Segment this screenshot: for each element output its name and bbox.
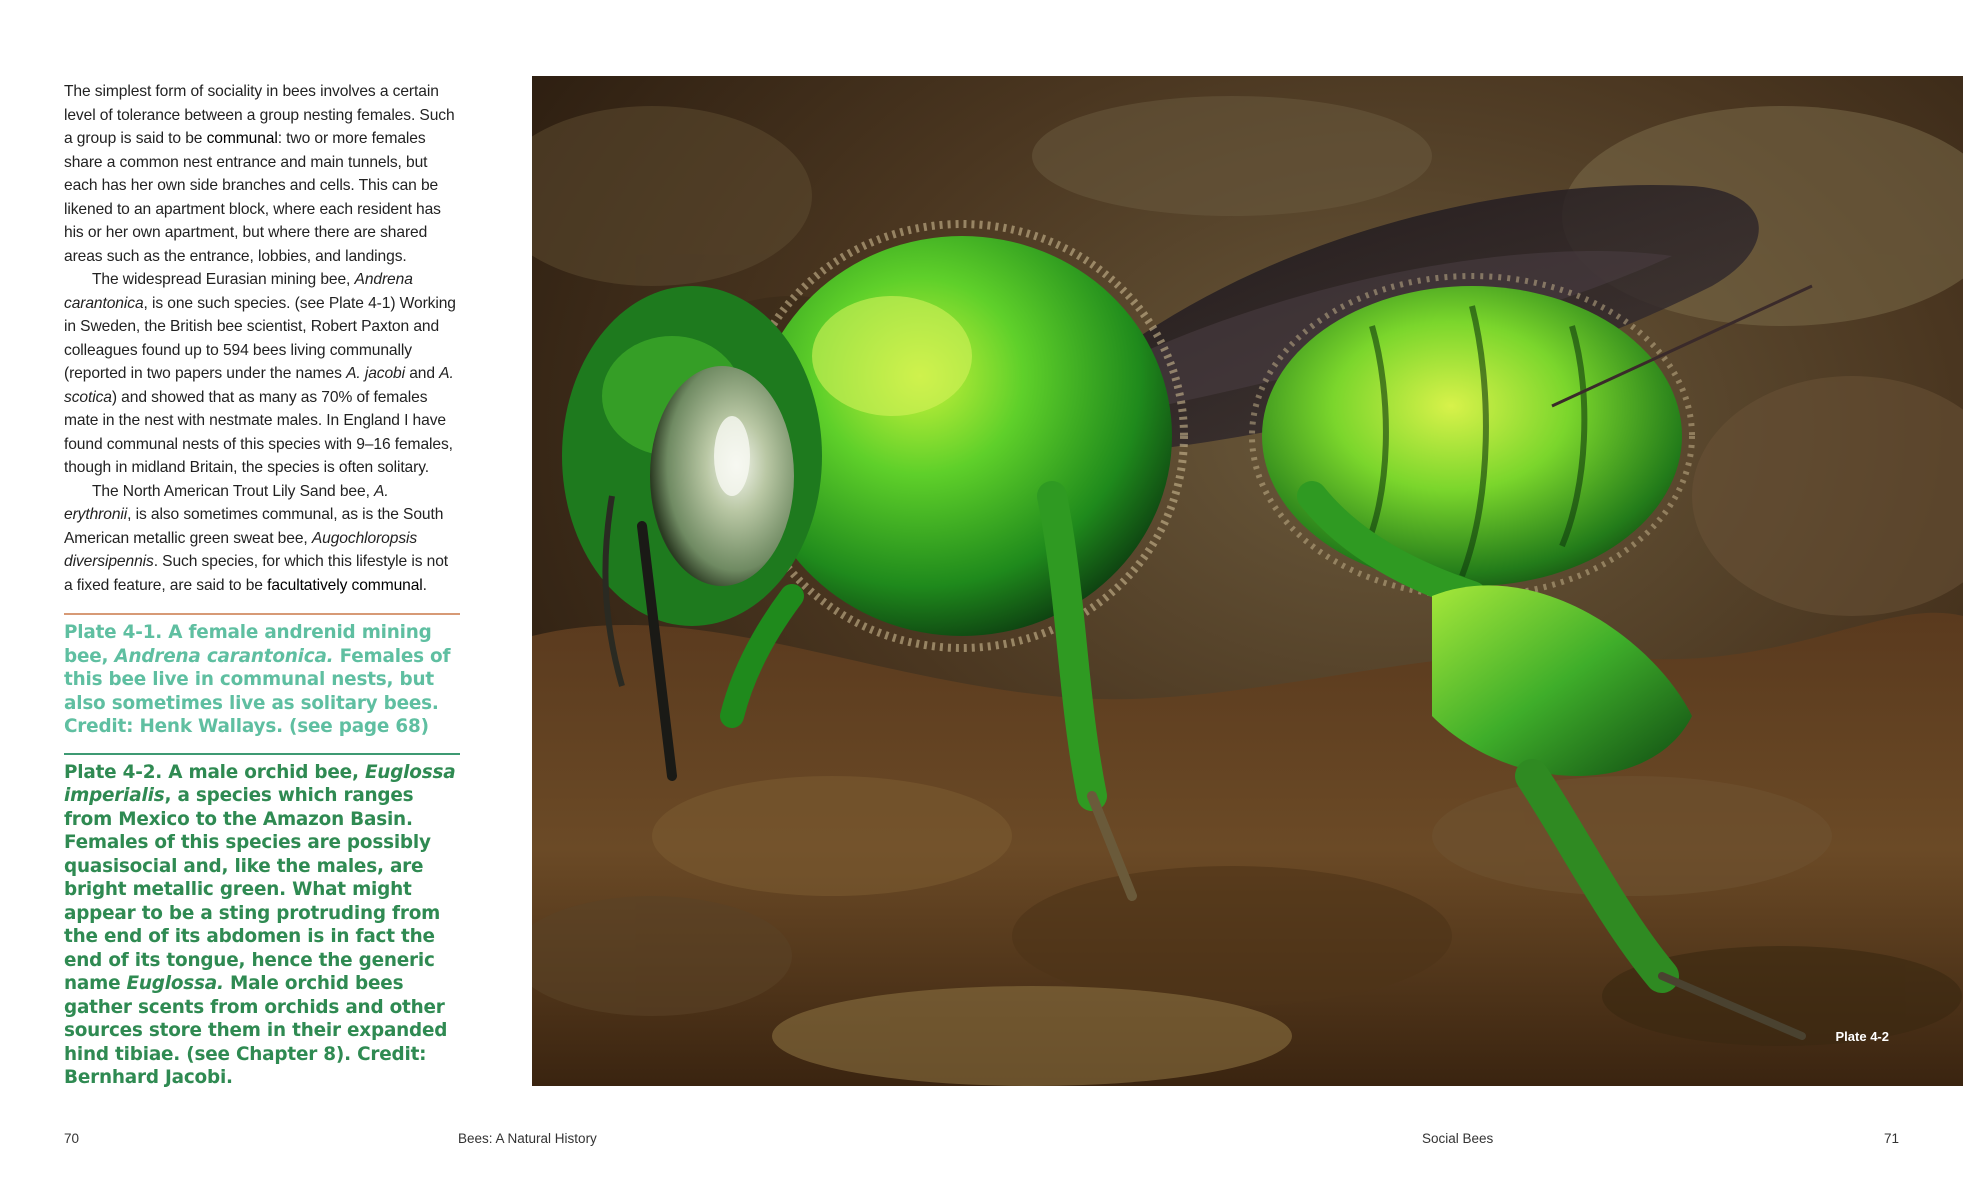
term-facultatively-communal: facultatively communal bbox=[267, 576, 423, 594]
caption-divider bbox=[64, 753, 460, 755]
orchid-bee-illustration bbox=[532, 76, 1963, 1086]
species-name: Augochloropsis diversipennis bbox=[64, 529, 418, 570]
orchid-bee-photo bbox=[532, 76, 1963, 1086]
species-name: A. scotica bbox=[64, 365, 454, 406]
running-head-chapter-title: Social Bees bbox=[1422, 1131, 1494, 1146]
caption-plate-4-1: Plate 4-1. A female andrenid mining bee, Andrena carantonica. Females of this bee live in communal nests, but also sometimes live as solitary bees. Credit: Henk Wallays. (see page 68) bbox=[64, 622, 451, 737]
page-number-left: 70 bbox=[64, 1131, 80, 1146]
species-name: A. jacobi bbox=[346, 365, 405, 382]
species-name: A. erythronii bbox=[64, 482, 389, 523]
page-number-right: 71 bbox=[1884, 1131, 1900, 1146]
species-name: Euglossa imperialis bbox=[64, 761, 456, 806]
running-head-book-title: Bees: A Natural History bbox=[458, 1131, 597, 1146]
paragraph-2: The widespread Eurasian mining bee, Andrena carantonica, is one such species. (see Plate 4-1) Working in Sweden, the British bee scientist, Robert Paxton and colleagues found up to 594 bees living communally (reported in two papers under the names A. jacobi and A. scotica) and showed that as many as 70% of females mate in the nest with nestmate males. In England I have found communal nests of this species with 9–16 females, though in midland Britain, the species is often solitary. bbox=[64, 271, 456, 476]
caption-plate-4-2: Plate 4-2. A male orchid bee, Euglossa imperialis, a species which ranges from Mexico to the Amazon Basin. Females of this species are possibly quasisocial and, like the males, are bright metallic green. What might appear to be a sting protruding from the end of its abdomen is in fact the end of its tongue, hence the generic name Euglossa. Male orchid bees gather scents from orchids and other sources store them in their expanded hind tibiae. (see Chapter 8). Credit: Bernhard Jacobi. bbox=[64, 761, 456, 1088]
species-name: Andrena carantonica bbox=[64, 271, 413, 312]
left-text-column bbox=[64, 80, 460, 1090]
species-name: Andrena carantonica. bbox=[114, 645, 334, 667]
paragraph-1: The simplest form of sociality in bees involves a certain level of tolerance between a group nesting females. Such a group is said to be communal: two or more females share a common nest entrance and main tunnels, but each has her own side branches and cells. This can be likened to an apartment block, where each resident has his or her own apartment, but where there are shared areas such as the entrance, lobbies, and landings. bbox=[64, 83, 455, 265]
genus-name: Euglossa. bbox=[126, 973, 224, 994]
plate-label: Plate 4-2 bbox=[1835, 1029, 1889, 1044]
term-communal: communal bbox=[206, 130, 278, 147]
body-text bbox=[64, 80, 460, 597]
caption-divider bbox=[64, 613, 460, 615]
paragraph-3: The North American Trout Lily Sand bee, A. erythronii, is also sometimes communal, as is the South American metallic green sweat bee, Augochloropsis diversipennis. Such species, for which this lifestyle is not a fixed feature, are said to be facultatively communal. bbox=[64, 482, 449, 594]
